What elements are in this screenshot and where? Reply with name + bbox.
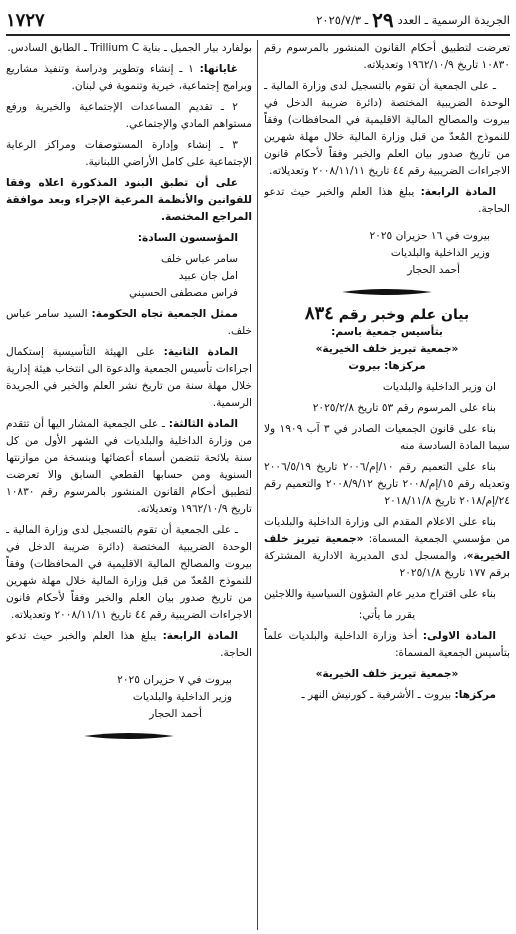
article-4 <box>264 184 510 218</box>
association-hq: مركزها: بيروت <box>348 360 426 372</box>
decides-line: يقرر ما يأتي: <box>358 609 416 621</box>
article-2-text: على الهيئة التأسيسية إستكمال اجراءات تأسيس الجمعية والدعوة الى انتخاب هيئة إدارية خلال مهلة سنة من تاريخ نشر العلم والخبر في الجريدة الرسمية. <box>6 346 252 409</box>
notice-title <box>264 305 510 324</box>
signature-place-date: بيروت في ١٦ حزيران ٢٠٢٥ <box>369 230 490 242</box>
tax-paragraph: ـ على الجمعية أن تقوم بالتسجيل لدى وزارة المالية ـ الوحدة الضريبية المختصة (دائرة ضريبة الدخل في بيروت والمصالح المالية الاقليمية في المحافظات) وفقاً للنموذج المُعدّ من قبل وزارة المالية خلال مهلة شهرين من تاريخ صدور بيان العلم والخبر وفقاً لأحكام قانون الاجراءات الضريبية رقم ٤٤ تاريخ ٢٠٠٨/١١/١١ وتعديلاته. <box>6 524 252 621</box>
article-4-label: المادة الرابعة: <box>162 630 238 642</box>
goal-1 <box>6 61 252 95</box>
hq-label: مركزها: <box>454 689 496 701</box>
hq-text: بيروت ـ الأشرفية ـ كورنيش النهر ـ <box>301 689 455 701</box>
goal-1-text: ١ ـ إنشاء وتطوير ودراسة وتنفيذ مشاريع وبرامج إجتماعية، خيرية وتنموية في لبنان. <box>6 63 252 92</box>
representative-text: السيد سامر عباس خلف. <box>6 308 252 337</box>
signature-place-date: بيروت في ٧ حزيران ٢٠٢٥ <box>117 674 232 686</box>
signature-title: وزير الداخلية والبلديات <box>132 691 232 703</box>
founder-name: امل جان عبيد <box>178 270 238 282</box>
compliance-clause: على أن تطبق البنود المذكورة اعلاه وفقا للقوانين والأنظمة المرعية الإجراء وبعد موافقة المراجع المختصة. <box>6 177 252 223</box>
goals-label: غاياتها: <box>199 63 239 75</box>
article-2 <box>6 344 252 412</box>
article-3-label: المادة الثالثة: <box>168 418 238 430</box>
basis-4-registration: ، والمسجل لدى المديرية الادارية المشتركة برقم ١٧٧ تاريخ ٢٠٢٥/١/٨ <box>264 550 510 579</box>
article-3-text: ـ على الجمعية المشار اليها أن تتقدم من وزارة الداخلية والبلديات في الشهر الأول من كل سنة بلائحة تتضمن أسماء أعضائها وبنسخة من موازنتها السنوية ومن حسابها القطعي السابق والا تعرضت لتطبيق أحكام القانون المنشور بالمرسوم رقم ١٠٨٣٠ تاريخ ١٩٦٢/١٠/٩ وتعديلاته. <box>6 418 252 515</box>
article-4-text: يبلغ هذا العلم والخبر حيث تدعو الحاجة. <box>6 630 252 659</box>
founder-name: فراس مصطفى الحسيني <box>129 287 238 299</box>
article-1-label: المادة الاولى: <box>422 630 496 642</box>
basis-4-assoc-name: «جمعية تيريز خلف الخيرية» <box>264 533 510 562</box>
page-header <box>6 6 510 36</box>
intro-paragraph: تعرضت لتطبيق أحكام القانون المنشور بالمرسوم رقم ١٠٨٣٠ تاريخ ١٩٦٢/١٠/٩ وتعديلاته. <box>264 42 510 71</box>
goal-3: ٣ ـ إنشاء وإدارة المستوصفات ومراكز الرعاية الإجتماعية على كامل الأراضي اللبنانية. <box>6 139 252 168</box>
address-start <box>264 687 510 704</box>
tax-paragraph: ـ على الجمعية أن تقوم بالتسجيل لدى وزارة المالية ـ الوحدة الضريبية المختصة (دائرة ضريبة الدخل في بيروت والمصالح المالية الاقليمية في المحافظات) وفقاً للنموذج المُعدّ من قبل وزارة المالية خلال مهلة شهرين من تاريخ صدور بيان العلم والخبر وفقاً لأحكام قانون الاجراءات الضريبية رقم ٤٤ تاريخ ٢٠٠٨/١١/١١ وتعديلاته. <box>264 80 510 177</box>
signature-name: أحمد الحجار <box>407 264 460 276</box>
notice-title-prefix: بيان علم وخبر رقم <box>338 307 470 323</box>
address-continuation: بولفارد بيار الجميل ـ بناية Trillium C ـ الطابق السادس. <box>7 42 252 54</box>
representative-label: ممثل الجمعية تجاه الحكومة: <box>91 308 238 320</box>
signature-name: أحمد الحجار <box>149 708 202 720</box>
right-column <box>264 40 510 930</box>
association-name: «جمعية تيريز خلف الخيرية» <box>315 343 459 355</box>
founders-label: المؤسسون السادة: <box>137 232 238 244</box>
basis-1: بناء على المرسوم رقم ٥٣ تاريخ ٢٠٢٥/٢/٨ <box>312 402 496 414</box>
basis-2: بناء على قانون الجمعيات الصادر في ٣ آب ١٩٠٩ ولا سيما المادة السادسة منه <box>264 423 510 452</box>
basis-3: بناء على التعميم رقم ١٠/إم/٢٠٠٦ تاريخ ٢٠٠٦/٥/١٩ وتعديله رقم ١٥/إم/٢٠٠٨ تاريخ ٢٠٠٨/٩/١٢ والتعميم رقم ٢٤/إم/٢٠١٨ تاريخ ٢٠١٨/١١/٨ <box>264 461 510 507</box>
article-4-text: يبلغ هذا العلم والخبر حيث تدعو الحاجة. <box>264 186 510 215</box>
basis-4 <box>264 514 510 582</box>
issue-number: ٢٩ <box>372 7 394 32</box>
article-2-label: المادة الثانية: <box>163 346 238 358</box>
left-column <box>6 40 252 930</box>
section-separator <box>84 731 174 741</box>
notice-subtitle: بتأسيس جمعية باسم: <box>331 326 443 338</box>
notice-number: ٨٣٤ <box>304 303 334 324</box>
page-number: ١٧٢٧ <box>6 9 45 31</box>
article-1-assoc-name: «جمعية تيريز خلف الخيرية» <box>315 668 459 680</box>
article-1-text: أخذ وزارة الداخلية والبلديات علماً بتأسيس الجمعية المسماة: <box>264 630 510 659</box>
header-publication <box>316 7 510 32</box>
minister-intro: ان وزير الداخلية والبلديات <box>382 381 496 393</box>
article-4-label: المادة الرابعة: <box>420 186 496 198</box>
signature-title: وزير الداخلية والبلديات <box>390 247 490 259</box>
journal-name: الجريدة الرسمية ـ العدد <box>397 12 510 27</box>
goal-2: ٢ ـ تقديم المساعدات الإجتماعية والخيرية ورفع مستواهم المادي والإجتماعي. <box>6 101 252 130</box>
founder-name: سامر عباس خلف <box>160 253 238 265</box>
basis-4-text: بناء على الاعلام المقدم الى وزارة الداخلية والبلديات من مؤسسي الجمعية المسماة: <box>264 516 510 545</box>
section-separator <box>342 287 432 297</box>
article-4 <box>6 628 252 662</box>
article-3 <box>6 416 252 518</box>
column-divider <box>257 40 258 930</box>
article-1 <box>264 628 510 662</box>
issue-date: ـ ٢٠٢٥/٧/٣ <box>316 12 369 27</box>
basis-5: بناء على اقتراح مدير عام الشؤون السياسية واللاجئين <box>264 588 496 600</box>
government-representative <box>6 306 252 340</box>
